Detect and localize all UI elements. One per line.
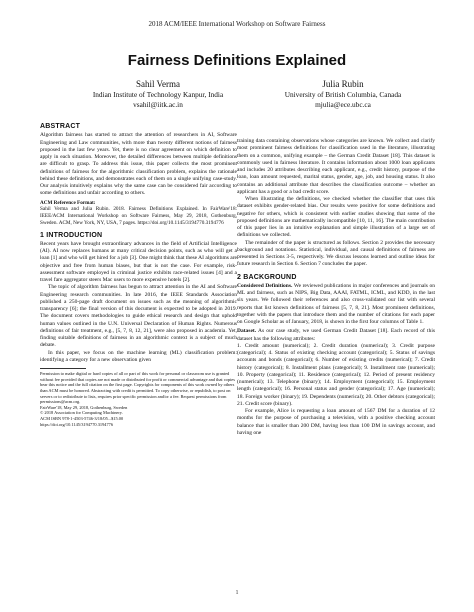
copyright-footnote: Permission to make digital or hard copies of all or part of this work for personal or classroom use is granted without fee provided that copies are not made or distributed for profit or commercial advantage and that copies bear this notice and the full citation on the first page. Copyrights for components of this work owned by others than ACM must be honored. Abstracting with credit is permitted. To copy otherwise, or republish, to post on servers or to redistribute to lists, requires prior specific permission and/or a fee. Request permissions from permissions@acm.org. FairWare'18, May 29, 2018, Gothenburg, Sweden © 2018 Association for Computing Machinery. ACM ISBN 978-1-4503-5746-3/18/05...$15.00 https://doi.org/10.1145/3194770.3194776 xyxy=(40,371,235,427)
body-paragraph: training data containing observations whose categories are known. We collect and clarify most prominent fairness definitions for classification used in the literature, illustrating them on a common, unifying example – the German Credit Dataset [18]. This dataset is commonly used in fairness literature. It contains information about 1000 loan applicants and includes 20 attributes describing each applicant, e.g., credit history, purpose of the loan, loan amount requested, marital status, gender, age, job, and housing status. It also contains an additional attribute that describes the classification outcome – whether an applicant has a good or a bad credit score. xyxy=(237,138,435,195)
author-email: vsahil@iitk.ac.in xyxy=(133,99,183,109)
abstract-text: Algorithm fairness has started to attract the attention of researchers in AI, Software Engineering and Law communities, with more than twenty different notions of fairness proposed in the last few years. Yet, there is no clear agreement on which definition to apply in each situation. Moreover, the detailed differences between multiple definitions are difficult to grasp. To address this issue, this paper collects the most prominent definitions of fairness for the algorithmic classification problem, explains the rationale behind these definitions, and demonstrates each of them on a single unifying case-study. Our analysis intuitively explains why the same case can be considered fair according to some definitions and unfair according to others. xyxy=(40,132,237,197)
acm-reference-text: Sahil Verma and Julia Rubin. 2018. Fairness Definitions Explained. In FairWare'18: IEEE/ACM International Workshop on Software Fairness, May 29, 2018, Gothenburg, Sweden. ACM, New York, NY, USA, 7 pages. https://doi.org/10.1145/3194770.3194776 xyxy=(40,206,237,226)
footnote-divider xyxy=(40,368,86,369)
body-paragraph: The remainder of the paper is structured as follows. Section 2 provides the necessary background and notations. Statistical, individual, and causal definitions of fairness are presented in Sections 3-5, respectively. We discuss lessons learned and outline ideas for future research in Section 6. Section 7 concludes the paper. xyxy=(237,239,435,268)
intro-paragraph: Recent years have brought extraordinary advances in the field of Artificial Intelligence (AI). AI now replaces humans at many critical decision points, such as who will get a loan [1] and who will get hired for a job [3]. One might think that these AI algorithms are objective and free from human biases, but that is not the case. For example, risk-assessment software employed in criminal justice exhibits race-related issues [4] and a travel fare aggregator steers Mac users to more expensive hotels [2]. xyxy=(40,240,237,284)
page-number: 1 xyxy=(235,590,239,596)
left-column xyxy=(40,120,237,427)
abstract-heading: ABSTRACT xyxy=(40,123,81,130)
author-block-2 xyxy=(243,79,443,109)
body-paragraph: When illustrating the definitions, we checked whether the classifier that uses this dataset exhibits gender-related bias. Our results were positive for some definitions and negative for others, which is consistent with earlier studies showing that some of the proposed definitions are mathematically incompatible [10, 11, 16]. The main contribution of this paper lies in an intuitive explanation and simple illustration of a large set of definitions we collected. xyxy=(237,196,435,239)
author-name: Sahil Verma xyxy=(135,79,181,89)
example-paragraph: For example, Alice is requesting a loan amount of 1567 DM for a duration of 12 months for the purpose of purchasing a television, with a positive checking account balance that is smaller than 200 DM, having less than 100 DM in savings account, and having one xyxy=(237,408,435,436)
acm-reference-heading: ACM Reference Format: xyxy=(40,199,96,206)
dataset-label: Dataset. xyxy=(237,328,257,335)
intro-paragraph: In this paper, we focus on the machine learning (ML) classification problem: identifying a category for a new observation given xyxy=(40,349,237,363)
considered-definitions-label: Considered Definitions. xyxy=(237,282,293,289)
considered-definitions-text: We reviewed publications in major conferences and journals on ML and fairness, such as NIPS, Big Data, AAAI, FATML, ICML, and KDD, in the last six years. We followed their references and also cross-validated our list with several reports that list known definitions of fairness [5, 7, 8, 21]. Most prominent definitions, together with the papers that introduce them and the number of citations for each paper on Google Scholar as of January, 2018, is shown in the first four columns of Table 1. xyxy=(237,282,435,325)
author-email: mjulia@ece.ubc.ca xyxy=(315,99,371,109)
running-header: 2018 ACM/IEEE International Workshop on Software Fairness xyxy=(148,20,326,28)
intro-paragraph: The topic of algorithm fairness has begun to attract attention in the AI and Software Engineering research communities. In late 2016, the IEEE Standards Association published a 250-page draft document on issues such as the meaning of algorithmic transparency [6]; the final version of this document is expected to be adopted in 2019. The document covers methodologies to guide ethical research and design that uphold human values outlined in the U.N. Universal Declaration of Human Rights. Numerous definitions of fair treatment, e.g., [5, 7, 8, 12, 21], were also proposed in academia. Yet, finding suitable definitions of fairness in an algorithmic context is a subject of much debate. xyxy=(40,284,237,349)
dataset-text: As our case study, we used German Credit Dataset [18]. Each record of this dataset has the following attributes: 1. Credit amount (numerical); 2. Credit duration (numerical); 3. Credit purpose (categorical); 4. Status of existing checking account (categorical); 5. Status of savings accounts and bonds (categorical); 6. Number of existing credits (numerical); 7. Credit history (categorical); 8. Installment plans (categorical); 9. Installment rate (numerical); 10. Property (categorical); 11. Residence (categorical); 12. Period of present residency (numerical); 13. Telephone (binary); 14. Employment (categorical); 15. Employment length (categorical); 16. Personal status and gender (categorical); 17. Age (numerical); 18. Foreign worker (binary); 19. Dependents (numerical); 20. Other debtors (categorical); 21. Credit score (binary). xyxy=(237,328,435,407)
author-affiliation: Indian Institute of Technology Kanpur, India xyxy=(92,90,224,99)
right-column xyxy=(237,138,435,437)
dataset-paragraph xyxy=(237,328,435,408)
acm-reference xyxy=(40,200,237,227)
considered-definitions-paragraph xyxy=(237,283,435,327)
background-heading: 2 BACKGROUND xyxy=(237,273,297,281)
introduction-heading: 1 INTRODUCTION xyxy=(40,231,103,239)
author-name: Julia Rubin xyxy=(322,79,364,89)
author-block-1 xyxy=(58,79,258,109)
paper-title: Fairness Definitions Explained xyxy=(127,52,347,69)
author-affiliation: University of British Columbia, Canada xyxy=(284,90,402,99)
